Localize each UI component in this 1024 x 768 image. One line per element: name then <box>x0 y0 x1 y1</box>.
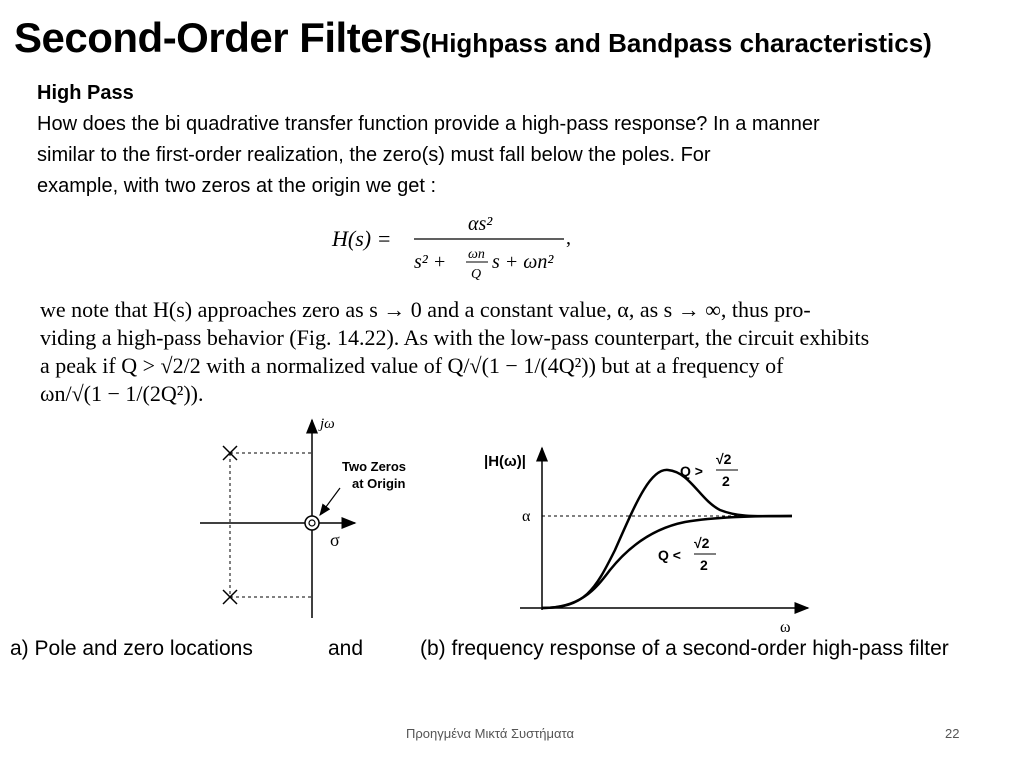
annotation-arrow <box>320 488 340 515</box>
equation-denominator-left: s² + <box>414 251 447 273</box>
book-line-2: viding a high-pass behavior (Fig. 14.22). As with the low-pass counterpart, the circuit exhibits <box>40 325 870 350</box>
equation-numerator: αs² <box>468 213 493 235</box>
section-heading: High Pass <box>37 82 134 104</box>
title-main: Second-Order Filters <box>14 14 422 61</box>
upper-sqrt-den: 2 <box>722 473 730 489</box>
footer-text: Προηγμένα Μικτά Συστήματα <box>406 726 574 741</box>
lower-curve-label: Q < <box>658 547 681 563</box>
alpha-label: α <box>522 508 531 525</box>
zero-marker-inner <box>309 520 315 526</box>
page-number: 22 <box>945 726 960 741</box>
upper-sqrt-num: √2 <box>716 451 732 467</box>
caption-b: (b) frequency response of a second-order high-pass filter <box>420 637 949 660</box>
book-line-1: we note that H(s) approaches zero as s → 0 and a constant value, α, as s → ∞, thus pro- <box>40 297 811 322</box>
equation-frac-num: ωn <box>468 247 485 262</box>
annotation-line-1: Two Zeros <box>342 459 407 474</box>
slide-title <box>14 14 932 62</box>
book-line-3: a peak if Q > √2/2 with a normalized value of Q/√(1 − 1/(4Q²)) but at a frequency of <box>40 353 784 378</box>
paragraph-line-2: similar to the first-order realization, the zero(s) must fall below the poles. For <box>37 144 711 166</box>
pole-marker-top <box>223 446 237 460</box>
lower-sqrt-num: √2 <box>694 535 710 551</box>
response-curve-high-q <box>542 470 792 608</box>
annotation-line-2: at Origin <box>352 476 406 491</box>
frequency-axis-label: ω <box>780 619 791 635</box>
upper-curve-label: Q > <box>680 463 703 479</box>
equation-trailing: , <box>566 227 571 249</box>
sigma-axis-label: σ <box>330 530 340 550</box>
paragraph-line-1: How does the bi quadrative transfer function provide a high-pass response? In a manner <box>37 113 820 135</box>
equation-denominator-right: s + ωn² <box>492 251 554 273</box>
caption-a: a) Pole and zero locations <box>10 637 253 660</box>
lower-sqrt-den: 2 <box>700 557 708 573</box>
title-subtitle: (Highpass and Bandpass characteristics) <box>421 28 932 58</box>
equation-frac-den: Q <box>471 267 482 282</box>
book-line-4: ωn/√(1 − 1/(2Q²)). <box>40 381 204 406</box>
equation-lhs: H(s) = <box>332 226 392 251</box>
jw-axis-label: jω <box>320 416 335 432</box>
magnitude-axis-label: |H(ω)| <box>484 453 526 470</box>
caption-and: and <box>328 637 364 660</box>
pole-zero-figure <box>190 408 430 628</box>
frequency-response-figure <box>470 440 820 635</box>
paragraph-line-3: example, with two zeros at the origin we get : <box>37 175 437 197</box>
transfer-function-equation <box>328 206 588 286</box>
